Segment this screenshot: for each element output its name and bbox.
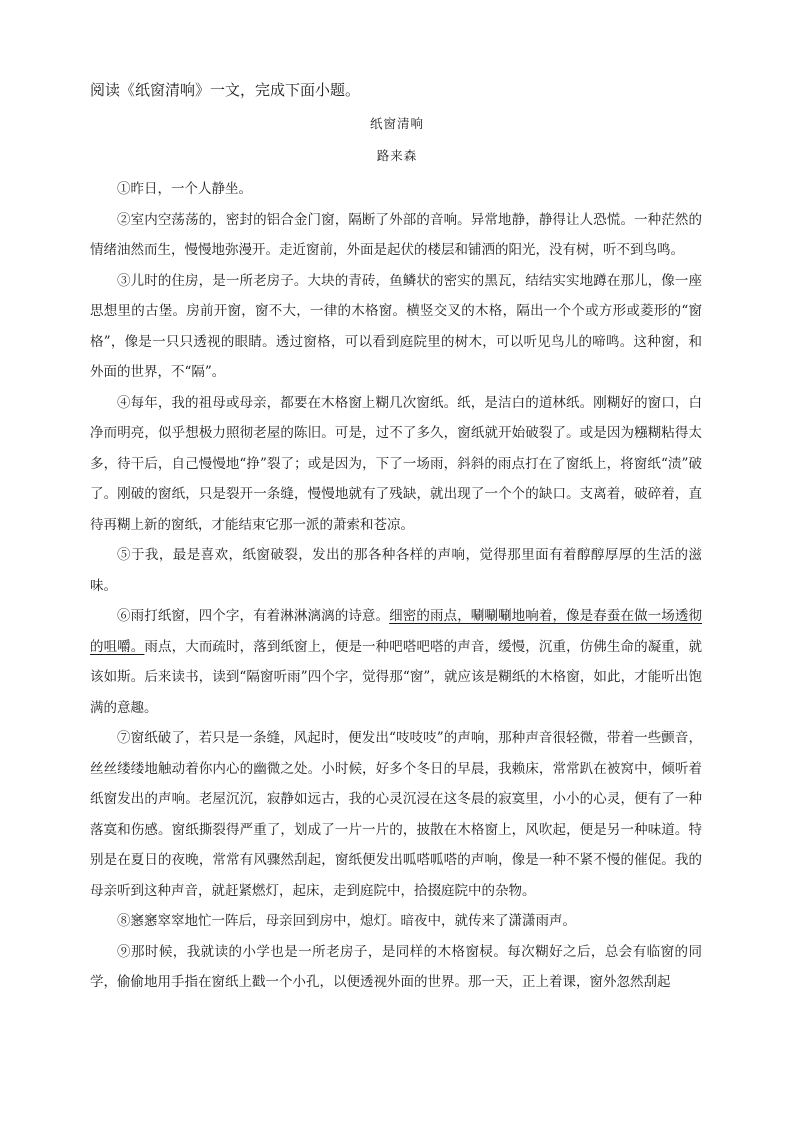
paragraph-3: ③儿时的住房，是一所老房子。大块的青砖，鱼鳞状的密实的黑瓦，结结实实地蹲在那儿，像一座思想里的古堡。房前开窗，窗不大，一律的木格窗。横竖交叉的木格，隔出一个个或方形或菱形的“窗格”，像是一只只透视的眼睛。透过窗格，可以看到庭院里的树木，可以听见鸟儿的啼鸣。这种窗，和外面的世界，不“隔”。 [90,272,702,380]
paragraph-6 [90,601,702,723]
paragraph-5: ⑤于我，最是喜欢，纸窗破裂，发出的那各种各样的声响，觉得那里面有着醇醇厚厚的生活的滋味。 [90,547,702,594]
paragraph-6-lead: ⑥雨打纸窗，四个字，有着淋淋漓漓的诗意。 [117,608,390,624]
paragraph-1: ①昨日，一个人静坐。 [117,181,252,197]
paragraph-4: ④每年，我的祖母或母亲，都要在木格窗上糊几次窗纸。纸，是洁白的道林纸。刚糊好的窗口，白净而明亮，似乎想极力照彻老屋的陈旧。可是，过不了多久，窗纸就开始破裂了。或是因为糨糊粘得太多，待干后，自己慢慢地“挣”裂了；或是因为，下了一场雨，斜斜的雨点打在了窗纸上，将窗纸“渍”破了。刚破的窗纸，只是裂开一条缝，慢慢地就有了残缺，就出现了一个个的缺口。支离着，破碎着，直待再糊上新的窗纸，才能结束它那一派的萧索和苍凉。 [90,394,702,533]
paragraph-7: ⑦窗纸破了，若只是一条缝，风起时，便发出“吱吱吱”的声响，那种声音很轻微，带着一些颤音，丝丝缕缕地触动着你内心的幽微之处。小时候，好多个冬日的早晨，我赖床，常常趴在被窝中，倾听着纸窗发出的声响。老屋沉沉，寂静如远古，我的心灵沉浸在这冬晨的寂寞里，小小的心灵，便有了一种落寞和伤感。窗纸撕裂得严重了，划成了一片一片的，披散在木格窗上，风吹起，便是另一种味道。特别是在夏日的夜晚，常常有风骤然刮起，窗纸便发出呱嗒呱嗒的声响，像是一种不紧不慢的催促。我的母亲听到这种声音，就赶紧燃灯，起床，走到庭院中，拾掇庭院中的杂物。 [90,730,702,899]
paragraph-8: ⑧窸窸窣窣地忙一阵后，母亲回到房中，熄灯。暗夜中，就传来了潇潇雨声。 [117,913,576,929]
paragraph-2: ②室内空荡荡的，密封的铝合金门窗，隔断了外部的音响。异常地静，静得让人恐慌。一种茫然的情绪油然而生，慢慢地弥漫开。走近窗前，外面是起伏的楼层和铺洒的阳光，没有树，听不到鸟鸣。 [90,211,702,258]
article-title: 纸窗清响 [369,116,424,131]
article-body [90,174,702,998]
reading-instruction: 阅读《纸窗清响》一文，完成下面小题。 [90,81,361,99]
underlined-sentence: 细密的雨点，唰唰唰地响着，像是春蚕在做一场透彻的咀嚼。 [90,608,703,655]
paragraph-9: ⑨那时候，我就读的小学也是一所老房子，是同样的木格窗棂。每次糊好之后，总会有临窗的同学，偷偷地用手指在窗纸上戳一个小孔，以便透视外面的世界。那一天，正上着课，窗外忽然刮起 [90,943,702,990]
article-author: 路来森 [376,148,418,163]
paragraph-6-rest: 雨点，大而疏时，落到纸窗上，便是一种吧嗒吧嗒的声音，缓慢，沉重，仿佛生命的凝重，就该如斯。后来读书，读到“隔窗听雨”四个字，觉得那“窗”，就应该是糊纸的木格窗，如此，才能听出饱满的意趣。 [90,638,703,716]
